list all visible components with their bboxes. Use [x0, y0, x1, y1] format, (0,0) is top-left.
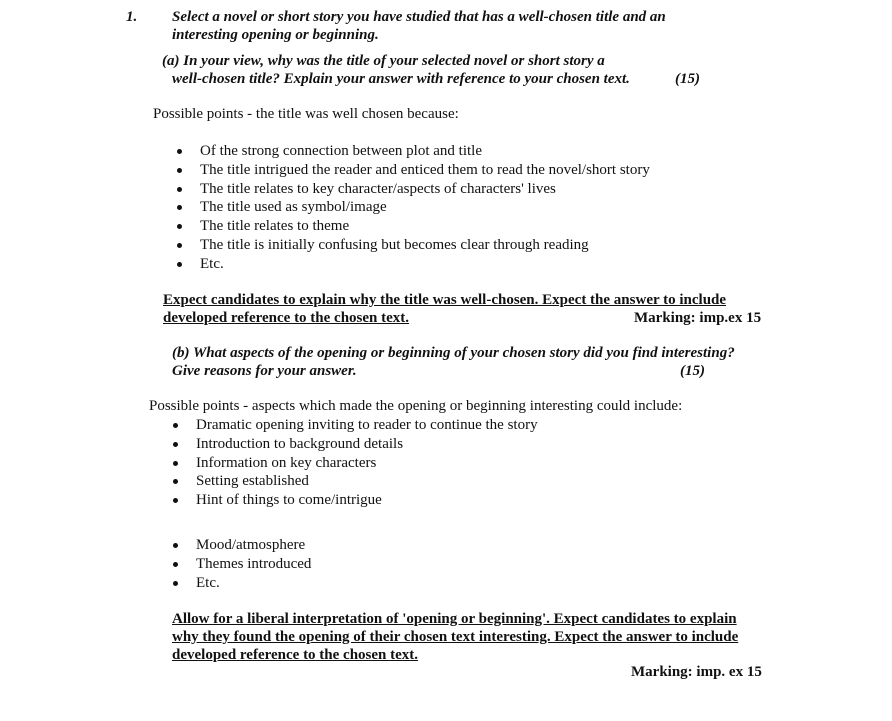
list-item: The title relates to theme: [174, 217, 650, 236]
list-item: Setting established: [170, 472, 538, 491]
part-b-points-list-2: [170, 536, 311, 592]
list-item: Mood/atmosphere: [170, 536, 311, 555]
part-a-question-line1: (a) In your view, why was the title of your selected novel or short story a: [162, 53, 605, 69]
part-a-intro: Possible points - the title was well chosen because:: [153, 106, 459, 122]
question-number: 1.: [126, 9, 138, 25]
part-a-marking: Marking: imp.ex 15: [634, 310, 762, 326]
part-a-points-list: [174, 142, 650, 274]
question-prompt-line1: Select a novel or short story you have studied that has a well-chosen title and an: [172, 9, 666, 25]
part-a-marks: (15): [675, 71, 700, 87]
list-item: The title relates to key character/aspects of characters' lives: [174, 180, 650, 199]
list-item: The title intrigued the reader and enticed them to read the novel/short story: [174, 161, 650, 180]
list-item: Introduction to background details: [170, 435, 538, 454]
part-b-allow-line3: developed reference to the chosen text.: [172, 647, 419, 663]
question-prompt-line2: interesting opening or beginning.: [172, 27, 379, 43]
list-item: Themes introduced: [170, 555, 311, 574]
part-b-allow-line1: Allow for a liberal interpretation of 'opening or beginning'. Expect candidates to explain: [172, 611, 737, 627]
part-b-intro: Possible points - aspects which made the opening or beginning interesting could include:: [149, 398, 683, 414]
part-b-question-line2: Give reasons for your answer.: [172, 363, 357, 379]
list-item: Etc.: [170, 574, 311, 593]
part-a-expect-line1: Expect candidates to explain why the title was well-chosen. Expect the answer to include: [163, 292, 727, 308]
list-item: The title used as symbol/image: [174, 198, 650, 217]
list-item: Dramatic opening inviting to reader to continue the story: [170, 416, 538, 435]
part-b-question-line1: (b) What aspects of the opening or beginning of your chosen story did you find interesting?: [172, 345, 735, 361]
part-b-points-list-1: [170, 416, 538, 510]
part-b-allow-line2: why they found the opening of their chosen text interesting. Expect the answer to include: [172, 629, 739, 645]
part-b-marks: (15): [680, 363, 705, 379]
part-a-question-line2: well-chosen title? Explain your answer with reference to your chosen text.: [172, 71, 630, 87]
part-b-marking: Marking: imp. ex 15: [631, 664, 762, 680]
list-item: The title is initially confusing but becomes clear through reading: [174, 236, 650, 255]
list-item: Of the strong connection between plot and title: [174, 142, 650, 161]
list-item: Etc.: [174, 255, 650, 274]
part-a-expect-line2: developed reference to the chosen text.: [163, 310, 410, 326]
list-item: Information on key characters: [170, 454, 538, 473]
list-item: Hint of things to come/intrigue: [170, 491, 538, 510]
